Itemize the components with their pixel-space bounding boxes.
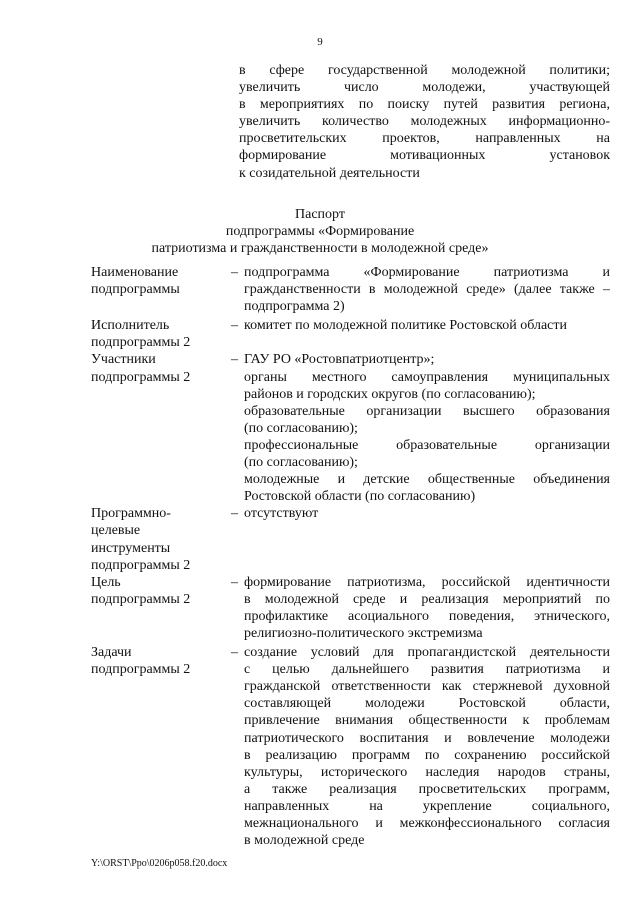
text-line: (по согласованию);: [244, 420, 358, 436]
text-line: подпрограмма 2): [244, 299, 345, 315]
file-path-footer: Y:\ORST\Ppo\0206p058.f20.docx: [91, 858, 228, 869]
label-line: Участники: [91, 352, 156, 368]
dash: –: [231, 318, 238, 334]
text-line: Ростовской области (по согласованию): [244, 489, 476, 505]
intro-line: увеличить число молодежи, участвующей: [239, 80, 610, 96]
text-line: в молодежной среде: [244, 833, 365, 849]
intro-line: в сфере государственной молодежной политики;: [239, 63, 610, 78]
text-line: создание условий для пропагандистской деятельности: [244, 645, 610, 661]
text-line: а также реализация просветительских программ,: [244, 781, 610, 797]
label-line: Исполнитель: [91, 318, 170, 334]
row-text: [244, 351, 610, 505]
row-label: [91, 317, 231, 351]
text-line: молодежные и детские общественные объединения: [244, 472, 610, 488]
row-label: [91, 644, 231, 849]
intro-text: [239, 62, 610, 182]
passport-title: [0, 206, 640, 257]
text-line: культуры, исторического наследия народов страны,: [244, 764, 610, 780]
title-line: патриотизма и гражданственности в молодежной среде»: [151, 241, 489, 256]
row-label: [91, 505, 231, 573]
text-line: подпрограмма «Формирование патриотизма и: [244, 265, 610, 280]
title-line: Паспорт: [295, 207, 345, 222]
text-line: образовательные организации высшего образования: [244, 403, 610, 419]
row-text: [244, 264, 610, 315]
intro-line: формирование мотивационных установок: [239, 148, 610, 164]
intro-line: увеличить количество молодежных информационно-: [239, 114, 610, 130]
intro-line: просветительских проектов, направленных на: [239, 131, 610, 147]
label-line: Задачи: [91, 645, 132, 661]
passport-row-participants: [91, 351, 610, 505]
page-number: 9: [317, 36, 323, 48]
passport-row-goal: [91, 574, 610, 642]
passport-row-executor: [91, 317, 610, 351]
text-line: (по согласованию);: [244, 455, 358, 471]
text-line: отсутствуют: [244, 506, 319, 522]
text-line: профессиональные образовательные организации: [244, 437, 610, 453]
text-line: комитет по молодежной политике Ростовской области: [244, 318, 567, 334]
dash: –: [231, 645, 238, 661]
title-line: подпрограммы «Формирование: [225, 224, 415, 239]
text-line: районов и городских округов (по согласованию);: [244, 386, 536, 402]
label-line: подпрограммы 2: [91, 591, 191, 607]
label-line: инструменты: [91, 540, 171, 556]
row-label: [91, 574, 231, 642]
text-line: профилактике асоциального поведения, этнического,: [244, 608, 610, 624]
intro-line: к созидательной деятельности: [239, 165, 420, 181]
row-label: [91, 351, 231, 505]
intro-line: в мероприятиях по поиску путей развития региона,: [239, 97, 610, 113]
text-line: направленных на укрепление социального,: [244, 798, 610, 814]
text-line: составляющей молодежи Ростовской области,: [244, 696, 610, 712]
label-line: подпрограммы 2: [91, 335, 191, 351]
row-text: [244, 644, 610, 849]
text-line: гражданской ответственности как стержневой духовной: [244, 679, 610, 695]
passport-table: [91, 264, 610, 849]
text-line: привлечение внимания общественности к проблемам: [244, 713, 610, 729]
text-line: в реализацию программ по сохранению российской: [244, 747, 610, 763]
label-line: Наименование: [91, 265, 179, 280]
text-line: в молодежной среде и реализация мероприятий по: [244, 591, 610, 607]
label-line: подпрограммы 2: [91, 369, 191, 385]
text-line: формирование патриотизма, российской идентичности: [244, 574, 610, 590]
dash: –: [231, 574, 238, 590]
text-line: патриотического воспитания и вовлечение молодежи: [244, 730, 610, 746]
label-line: Программно-: [91, 506, 171, 522]
text-line: религиозно-политического экстремизма: [244, 625, 483, 641]
label-line: подпрограммы 2: [91, 662, 191, 678]
text-line: с целью дальнейшего развития патриотизма и: [244, 662, 610, 678]
row-text: [244, 574, 610, 642]
passport-row-tasks: [91, 644, 610, 849]
dash: –: [231, 506, 238, 522]
row-text: [244, 317, 610, 351]
passport-row-instruments: [91, 505, 610, 573]
row-text: [244, 505, 610, 573]
dash: –: [231, 352, 238, 368]
text-line: межнационального и межконфессионального согласия: [244, 816, 610, 831]
dash: –: [231, 265, 238, 280]
text-line: органы местного самоуправления муниципальных: [244, 369, 610, 385]
passport-row-name: [91, 264, 610, 315]
text-line: гражданственности в молодежной среде» (далее также –: [244, 282, 610, 298]
row-label: [91, 264, 231, 315]
label-line: подпрограммы: [91, 282, 180, 298]
label-line: подпрограммы 2: [91, 557, 191, 573]
label-line: Цель: [91, 574, 121, 590]
label-line: целевые: [91, 523, 141, 539]
text-line: ГАУ РО «Ростовпатриотцентр»;: [244, 352, 435, 368]
